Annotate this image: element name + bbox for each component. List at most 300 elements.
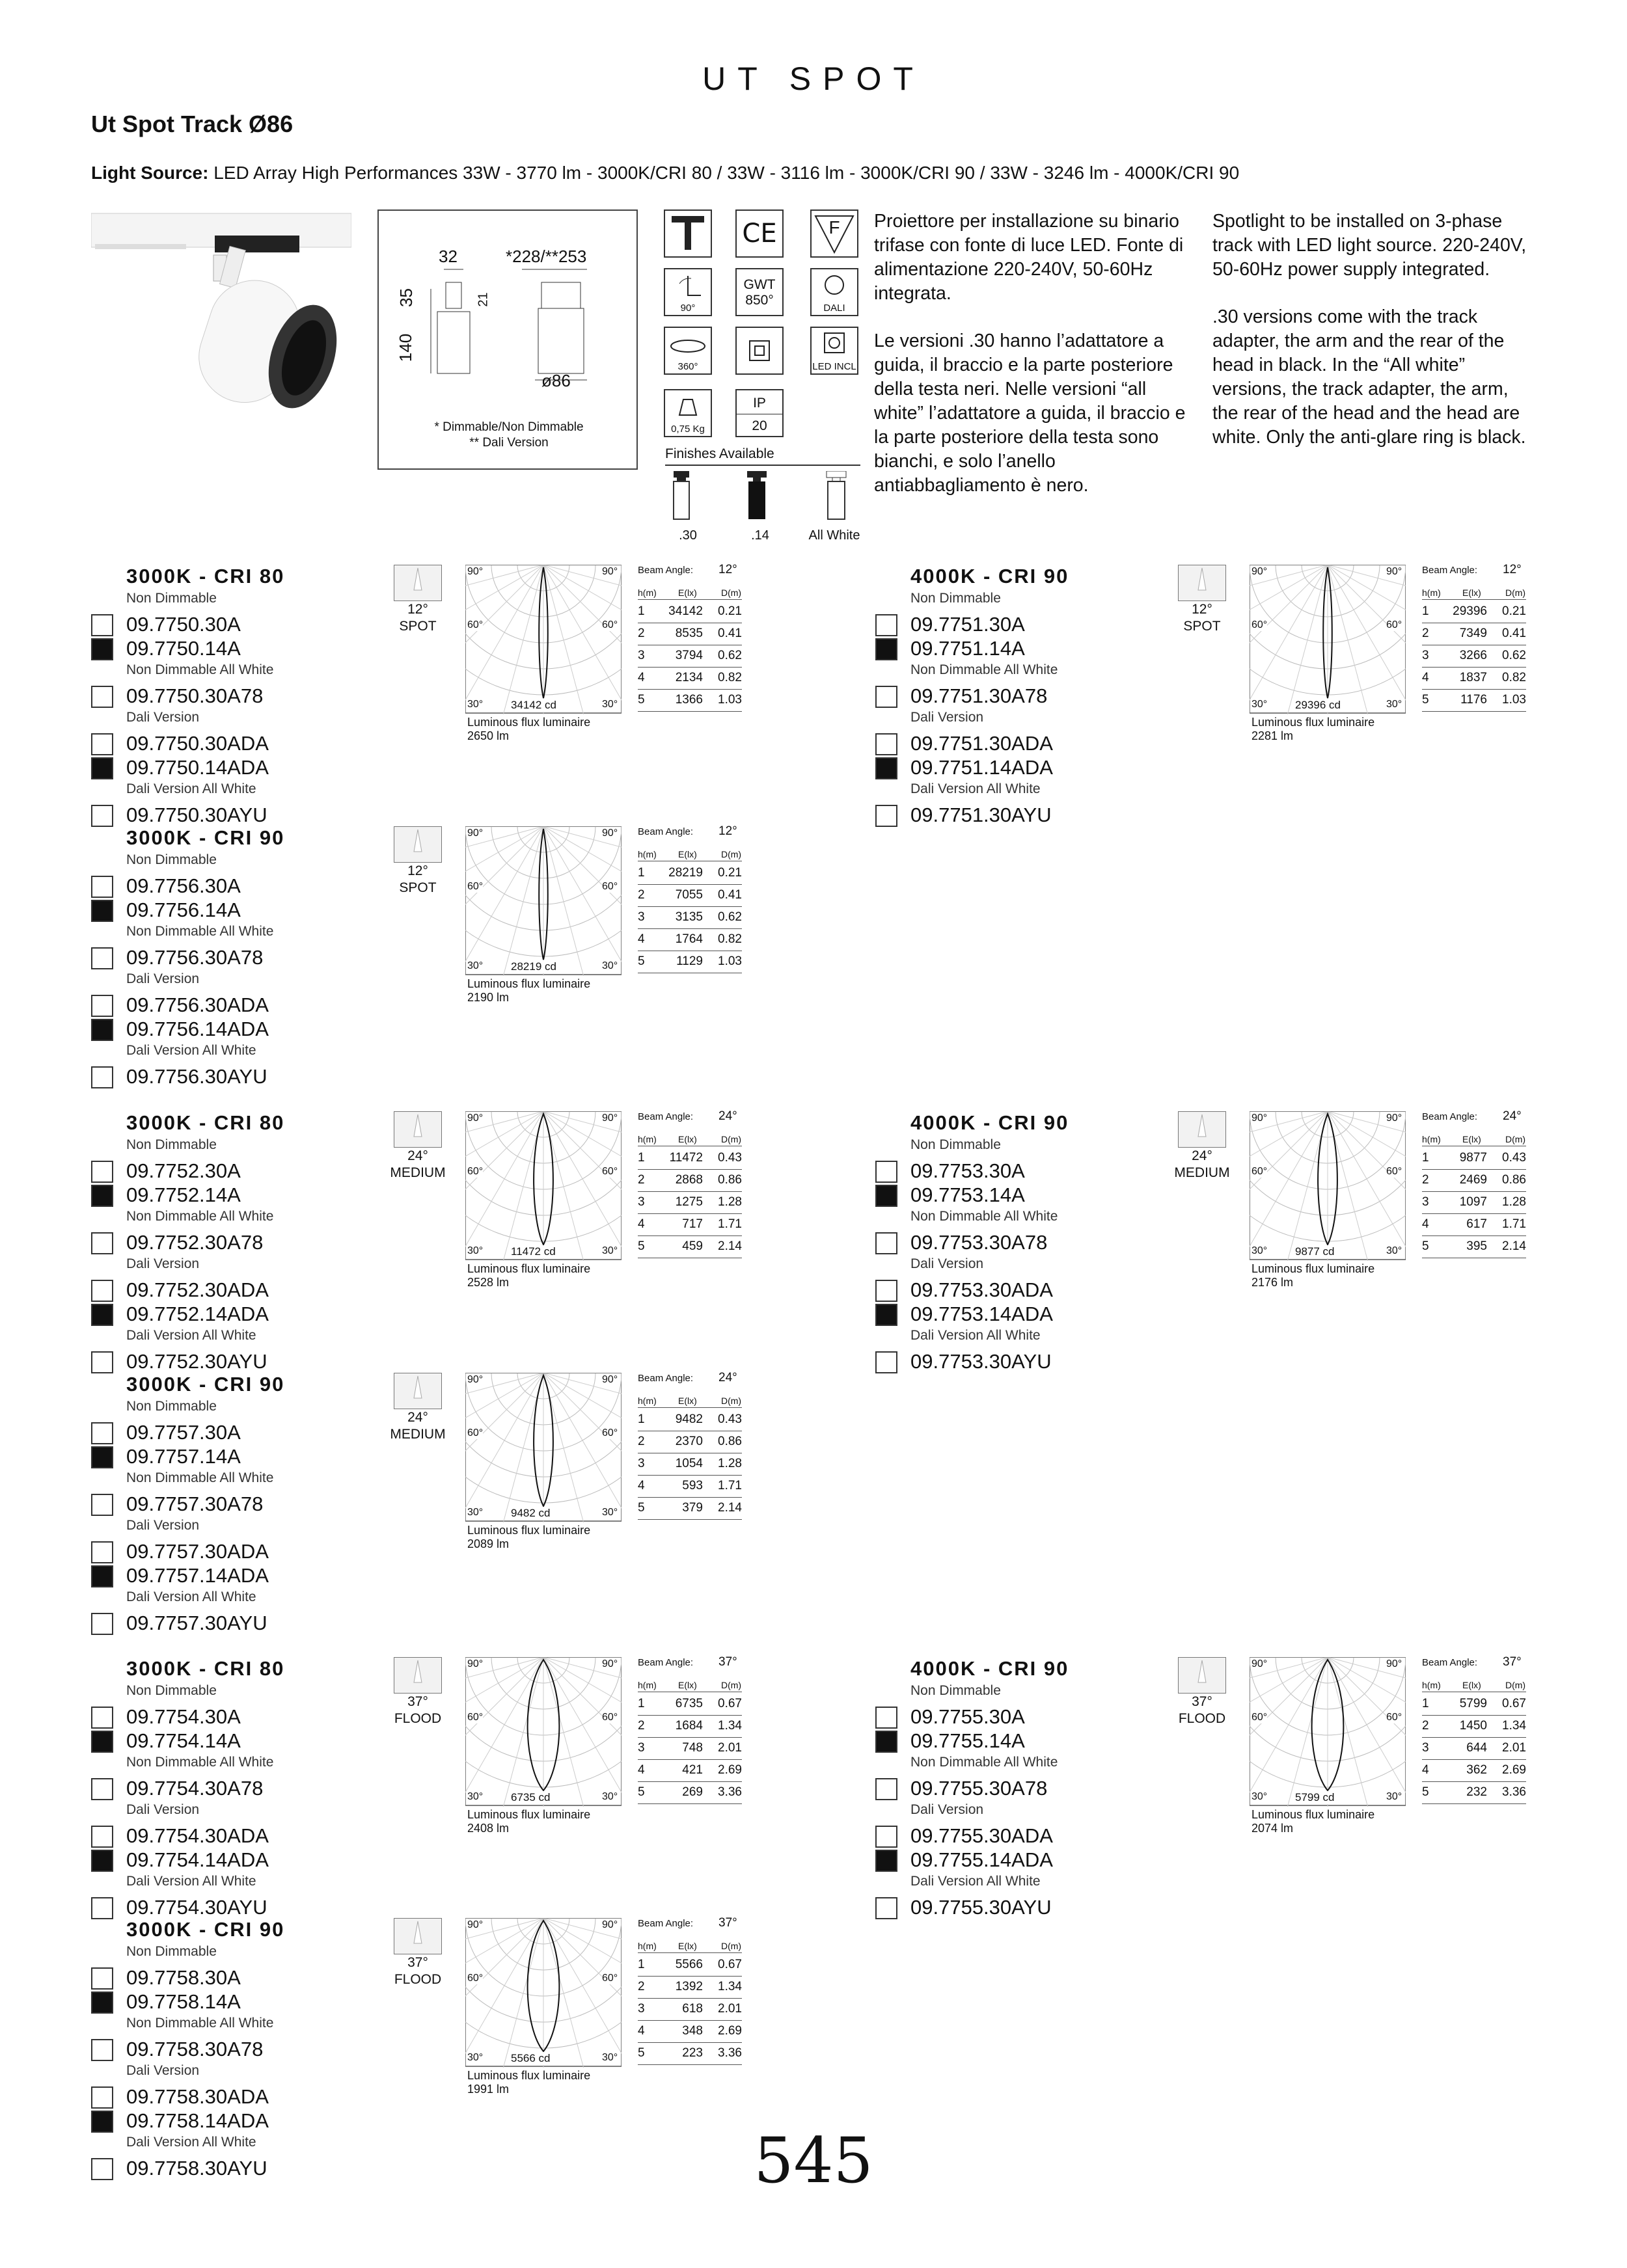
cell-diameter: 1.34: [1502, 1719, 1526, 1733]
finish-checkbox[interactable]: [91, 1494, 113, 1516]
polar-angle-90-right: 90°: [1386, 1658, 1402, 1669]
beam-angle-number: 24°: [1503, 1109, 1522, 1123]
product-code: 09.7752.14A: [126, 1183, 241, 1206]
table-row: [1422, 1737, 1526, 1760]
finish-checkbox[interactable]: [91, 1731, 113, 1753]
cell-height: 3: [638, 1741, 645, 1755]
cct-title: 4000K - CRI 90: [910, 1111, 1069, 1134]
product-code: 09.7750.14ADA: [126, 756, 269, 779]
finish-checkbox[interactable]: [91, 1565, 113, 1587]
table-row: [1422, 1693, 1526, 1716]
finish-checkbox[interactable]: [91, 686, 113, 708]
polar-angle-90-right: 90°: [602, 1919, 618, 1930]
cell-height: 3: [1422, 1195, 1429, 1209]
cct-title: 3000K - CRI 80: [126, 565, 285, 587]
beam-angle-caption: Beam Angle:: [638, 565, 694, 576]
luminous-flux-label: [467, 977, 590, 1005]
table-row: [638, 623, 742, 645]
col-header-d: D(m): [1505, 587, 1526, 598]
cell-illuminance: 29396: [1453, 604, 1487, 618]
finish-checkbox[interactable]: [91, 1991, 113, 2014]
cell-diameter: 2.01: [1502, 1741, 1526, 1755]
dim-140: 140: [396, 333, 416, 362]
col-header-d: D(m): [721, 1680, 742, 1690]
cell-illuminance: 11472: [669, 1151, 703, 1165]
luminous-flux-caption: Luminous flux luminaire: [467, 716, 591, 729]
finish-checkbox[interactable]: [875, 1826, 897, 1848]
cell-illuminance: 9877: [1459, 1151, 1487, 1165]
beam-angle-caption: Beam Angle:: [638, 1918, 694, 1929]
polar-angle-90-left: 90°: [467, 566, 484, 577]
polar-diagram: [465, 826, 622, 976]
polar-angle-90-left: 90°: [1251, 1658, 1268, 1669]
product-code: 09.7750.30AYU: [126, 803, 267, 826]
table-row: [638, 2020, 742, 2043]
col-header-d: D(m): [1505, 1680, 1526, 1690]
cell-diameter: 2.69: [718, 2024, 742, 2038]
table-row: [638, 1235, 742, 1258]
cell-height: 1: [638, 866, 645, 880]
beam-type-label: [377, 1694, 458, 1727]
cell-height: 5: [638, 693, 645, 707]
cell-diameter: 0.41: [718, 888, 742, 902]
cell-diameter: 0.62: [718, 649, 742, 662]
cell-height: 5: [1422, 693, 1429, 707]
beam-spread-icon: [394, 826, 442, 863]
finish-checkbox[interactable]: [91, 757, 113, 779]
dim-note-2: ** Dali Version: [469, 436, 549, 450]
product-code: 09.7755.30AYU: [910, 1896, 1052, 1919]
polar-diagram: [1250, 1111, 1406, 1261]
polar-angle-30-right: 30°: [602, 1507, 618, 1518]
product-code: 09.7756.30AYU: [126, 1065, 267, 1088]
polar-angle-60-left: 60°: [467, 1427, 484, 1438]
product-code: 09.7751.30A: [910, 613, 1025, 636]
table-row: [638, 906, 742, 929]
product-block: [875, 1111, 1627, 1371]
product-code: 09.7753.30AYU: [910, 1350, 1052, 1373]
finish-checkbox[interactable]: [91, 876, 113, 898]
cell-illuminance: 34142: [668, 604, 703, 618]
luminous-flux-caption: Luminous flux luminaire: [467, 1262, 591, 1275]
finish-checkbox[interactable]: [875, 805, 897, 827]
finish-checkbox[interactable]: [875, 1351, 897, 1373]
cell-height: 4: [638, 932, 645, 946]
finish-checkbox[interactable]: [875, 1280, 897, 1302]
col-header-h: h(m): [638, 1680, 657, 1690]
col-header-h: h(m): [638, 587, 657, 598]
led-included-icon: LED INCL: [810, 327, 858, 375]
cell-diameter: 1.03: [718, 954, 742, 968]
beam-angle-number: 37°: [718, 1916, 737, 1930]
product-code: 09.7752.30ADA: [126, 1278, 269, 1301]
cell-diameter: 0.41: [1502, 627, 1526, 640]
finish-checkbox[interactable]: [91, 1280, 113, 1302]
cell-illuminance: 459: [682, 1239, 703, 1253]
table-row: [638, 951, 742, 973]
finish-checkbox[interactable]: [91, 1897, 113, 1919]
luminous-flux-value: 2074 lm: [1251, 1822, 1294, 1835]
table-header-rule: [1422, 599, 1526, 600]
cell-diameter: 0.86: [1502, 1173, 1526, 1187]
finish-checkbox[interactable]: [91, 1232, 113, 1254]
finish-checkbox[interactable]: [91, 1351, 113, 1373]
table-row: [638, 1693, 742, 1716]
cell-height: 4: [638, 2024, 645, 2038]
cell-height: 5: [1422, 1785, 1429, 1799]
cell-height: 4: [1422, 1217, 1429, 1231]
product-code: 09.7758.14A: [126, 1990, 241, 2013]
cell-illuminance: 223: [682, 2046, 703, 2060]
product-code: 09.7751.14A: [910, 637, 1025, 660]
luminous-flux-value: 2281 lm: [1251, 729, 1294, 742]
finish-checkbox[interactable]: [875, 638, 897, 660]
table-row: [1422, 1759, 1526, 1782]
beam-type-label: [377, 601, 458, 635]
code-category: Dali Version: [910, 710, 984, 725]
finish-checkbox[interactable]: [91, 805, 113, 827]
luminous-flux-value: 2089 lm: [467, 1537, 510, 1550]
cell-height: 5: [638, 1501, 645, 1515]
col-header-h: h(m): [1422, 1680, 1441, 1690]
code-category: Non Dimmable: [126, 1137, 217, 1152]
product-code: 09.7752.30AYU: [126, 1350, 267, 1373]
beam-type-label: [1162, 1148, 1242, 1181]
cell-illuminance: 2134: [675, 671, 703, 684]
beam-type-label: [1162, 601, 1242, 635]
finish-checkbox[interactable]: [875, 757, 897, 779]
luminous-flux-value: 2176 lm: [1251, 1276, 1294, 1289]
finish-checkbox[interactable]: [91, 1185, 113, 1207]
product-title: Ut Spot Track Ø86: [91, 111, 294, 137]
beam-spread-icon: [394, 1657, 442, 1694]
cell-height: 4: [638, 1217, 645, 1231]
table-row: [1422, 1235, 1526, 1258]
cell-illuminance: 2469: [1459, 1173, 1487, 1187]
cell-diameter: 3.36: [1502, 1785, 1526, 1799]
polar-angle-30-right: 30°: [602, 2052, 618, 2063]
gwt-icon: GWT 850°: [735, 268, 784, 316]
table-row: [638, 1954, 742, 1977]
cell-illuminance: 8535: [675, 627, 703, 640]
cell-diameter: 0.62: [1502, 649, 1526, 662]
code-category: Dali Version: [126, 1802, 200, 1817]
finish-checkbox[interactable]: [91, 1422, 113, 1444]
luminous-flux-label: [467, 716, 590, 743]
finish-checkbox[interactable]: [875, 1778, 897, 1800]
page-number: 545: [754, 2124, 873, 2197]
finish-checkbox[interactable]: [91, 1613, 113, 1635]
beam-angle-caption: Beam Angle:: [638, 1111, 694, 1122]
finish-checkbox[interactable]: [875, 1304, 897, 1326]
cell-illuminance: 1684: [675, 1719, 703, 1733]
code-category: Non Dimmable: [126, 591, 217, 606]
finish-checkbox[interactable]: [91, 1446, 113, 1468]
table-row: [638, 1169, 742, 1192]
code-category: Dali Version All White: [126, 2135, 256, 2150]
luminous-flux-value: 2650 lm: [467, 729, 510, 742]
table-row: [638, 1453, 742, 1476]
cell-diameter: 0.21: [718, 604, 742, 618]
finish-checkbox[interactable]: [875, 1897, 897, 1919]
col-header-h: h(m): [1422, 1134, 1441, 1144]
cell-diameter: 2.01: [718, 1741, 742, 1755]
finish-checkbox[interactable]: [91, 733, 113, 755]
polar-candela: 34142 cd: [511, 699, 556, 711]
table-row: [1422, 645, 1526, 668]
polar-candela: 11472 cd: [511, 1245, 556, 1258]
dim-note-1: * Dimmable/Non Dimmable: [434, 420, 584, 434]
polar-candela: 28219 cd: [511, 960, 556, 973]
code-category: Non Dimmable All White: [126, 2016, 274, 2031]
beam-type-name: MEDIUM: [390, 1427, 446, 1442]
table-row: [638, 667, 742, 690]
polar-angle-60-left: 60°: [467, 881, 484, 892]
finish-checkbox[interactable]: [91, 638, 113, 660]
beam-angle-number: 37°: [1503, 1655, 1522, 1669]
beam-angle-value: 24°: [407, 1410, 428, 1425]
product-code: 09.7755.14A: [910, 1729, 1025, 1752]
luminous-flux-caption: Luminous flux luminaire: [467, 2069, 591, 2082]
product-code: 09.7757.14ADA: [126, 1564, 269, 1587]
polar-angle-90-left: 90°: [467, 1374, 484, 1385]
table-row: [1422, 1147, 1526, 1170]
beam-spread-icon: [394, 1373, 442, 1409]
cct-title: 3000K - CRI 90: [126, 826, 285, 849]
product-code: 09.7751.14ADA: [910, 756, 1053, 779]
cell-height: 4: [638, 671, 645, 684]
cell-diameter: 2.14: [718, 1501, 742, 1515]
polar-angle-90-left: 90°: [467, 1113, 484, 1124]
beam-spread-icon: [394, 1111, 442, 1148]
cell-illuminance: 2868: [675, 1173, 703, 1187]
cell-height: 2: [638, 627, 645, 640]
table-row: [638, 1715, 742, 1738]
beam-type-label: [1162, 1694, 1242, 1727]
polar-angle-90-left: 90°: [1251, 566, 1268, 577]
table-row: [1422, 1781, 1526, 1804]
f-mark-icon: F: [810, 209, 858, 258]
cell-illuminance: 1764: [675, 932, 703, 946]
finish-checkbox[interactable]: [875, 733, 897, 755]
dali-icon: DALI: [810, 268, 858, 316]
table-header-rule: [638, 599, 742, 600]
finish-checkbox[interactable]: [91, 614, 113, 636]
finish-label-all-white: All White: [808, 528, 860, 543]
finish-checkbox[interactable]: [91, 1826, 113, 1848]
polar-angle-60-left: 60°: [467, 1712, 484, 1723]
finish-checkbox[interactable]: [875, 1161, 897, 1183]
ce-mark-icon: CE: [735, 209, 784, 258]
polar-candela: 29396 cd: [1295, 699, 1341, 711]
col-header-d: D(m): [721, 849, 742, 859]
beam-type-name: FLOOD: [394, 1972, 442, 1987]
polar-diagram: [465, 1918, 622, 2068]
col-header-e: E(lx): [678, 849, 697, 859]
finish-checkbox[interactable]: [91, 1707, 113, 1729]
table-header-rule: [638, 1407, 742, 1408]
table-row: [1422, 667, 1526, 690]
table-row: [1422, 689, 1526, 712]
cell-diameter: 1.03: [718, 693, 742, 707]
finish-checkbox[interactable]: [875, 1707, 897, 1729]
cell-height: 2: [1422, 627, 1429, 640]
cell-diameter: 3.36: [718, 1785, 742, 1799]
product-code: 09.7752.30A: [126, 1159, 241, 1182]
cell-height: 5: [638, 1239, 645, 1253]
finish-checkbox[interactable]: [91, 1066, 113, 1088]
finish-checkbox[interactable]: [91, 1778, 113, 1800]
beam-spread-icon: [394, 1918, 442, 1954]
beam-angle-number: 24°: [718, 1109, 737, 1123]
polar-angle-60-right: 60°: [602, 1427, 618, 1438]
dim-21: 21: [476, 292, 491, 307]
code-category: Dali Version: [910, 1802, 984, 1817]
cell-diameter: 1.28: [1502, 1195, 1526, 1209]
cell-height: 3: [638, 910, 645, 924]
product-block: [91, 565, 872, 825]
beam-angle-value: 24°: [407, 1148, 428, 1163]
finish-checkbox[interactable]: [91, 1850, 113, 1872]
cct-title: 3000K - CRI 90: [126, 1373, 285, 1396]
cell-diameter: 0.41: [718, 627, 742, 640]
product-code: 09.7750.14A: [126, 637, 241, 660]
beam-type-name: FLOOD: [394, 1711, 442, 1726]
beam-angle-value: 12°: [407, 863, 428, 878]
cell-diameter: 1.34: [718, 1980, 742, 1993]
finish-checkbox[interactable]: [91, 1541, 113, 1563]
table-row: [638, 928, 742, 951]
polar-angle-30-left: 30°: [467, 1245, 484, 1256]
polar-angle-60-left: 60°: [1251, 619, 1268, 630]
cell-illuminance: 28219: [668, 866, 703, 880]
beam-type-name: SPOT: [399, 619, 437, 634]
polar-diagram: [465, 1373, 622, 1522]
product-code: 09.7755.30A: [910, 1705, 1025, 1728]
cell-height: 3: [1422, 1741, 1429, 1755]
table-row: [1422, 1191, 1526, 1214]
polar-angle-90-left: 90°: [467, 828, 484, 839]
cell-diameter: 1.03: [1502, 693, 1526, 707]
description-it-p1: Proiettore per installazione su binario trifase con fonte di luce LED. Fonte di alimentazione 220-240V, 50-60Hz integrata.: [874, 211, 1184, 304]
code-category: Non Dimmable All White: [126, 1209, 274, 1224]
beam-type-label: [377, 1148, 458, 1181]
rotation-360-icon: 360°: [664, 327, 712, 375]
polar-candela: 9877 cd: [1295, 1245, 1335, 1258]
cell-illuminance: 421: [682, 1763, 703, 1777]
col-header-h: h(m): [638, 849, 657, 859]
polar-angle-90-left: 90°: [467, 1658, 484, 1669]
beam-spread-icon: [1178, 1111, 1226, 1148]
beam-angle-caption: Beam Angle:: [638, 1373, 694, 1384]
finish-checkbox[interactable]: [91, 2039, 113, 2061]
cell-illuminance: 2370: [675, 1435, 703, 1448]
polar-angle-30-left: 30°: [467, 2052, 484, 2063]
luminous-flux-caption: Luminous flux luminaire: [467, 977, 591, 990]
finish-checkbox[interactable]: [875, 686, 897, 708]
table-row: [638, 1781, 742, 1804]
luminous-flux-label: [1251, 1262, 1374, 1289]
table-row: [638, 2042, 742, 2065]
col-header-e: E(lx): [678, 1396, 697, 1406]
polar-angle-30-left: 30°: [467, 699, 484, 710]
cell-diameter: 2.14: [1502, 1239, 1526, 1253]
finish-checkbox[interactable]: [875, 1731, 897, 1753]
finish-checkbox[interactable]: [875, 614, 897, 636]
cell-illuminance: 7055: [675, 888, 703, 902]
cell-height: 3: [1422, 649, 1429, 662]
product-block: [91, 1373, 872, 1633]
beam-angle-number: 12°: [718, 824, 737, 838]
finish-checkbox[interactable]: [91, 1967, 113, 1990]
finish-checkbox[interactable]: [91, 995, 113, 1017]
table-row: [638, 1191, 742, 1214]
finishes-title: Finishes Available: [665, 446, 860, 466]
luminous-flux-label: [467, 1808, 590, 1835]
polar-angle-30-left: 30°: [1251, 1245, 1268, 1256]
cell-illuminance: 3135: [675, 910, 703, 924]
code-category: Non Dimmable: [126, 1944, 217, 1959]
light-source-text: LED Array High Performances 33W - 3770 lm - 3000K/CRI 80 / 33W - 3116 lm - 3000K/CRI 90 / 33W - 3246 lm - 4000K/CRI 90: [213, 163, 1240, 183]
light-source-line: [91, 163, 1239, 183]
cell-diameter: 0.67: [718, 1697, 742, 1710]
code-category: Non Dimmable All White: [126, 1755, 274, 1770]
cct-title: 3000K - CRI 90: [126, 1918, 285, 1941]
product-code: 09.7755.30A78: [910, 1777, 1048, 1800]
cell-height: 1: [638, 1958, 645, 1971]
polar-angle-60-right: 60°: [602, 881, 618, 892]
cell-height: 5: [638, 2046, 645, 2060]
finish-checkbox[interactable]: [91, 900, 113, 922]
polar-angle-60-left: 60°: [467, 619, 484, 630]
col-header-h: h(m): [638, 1396, 657, 1406]
cell-diameter: 1.71: [1502, 1217, 1526, 1231]
finish-checkbox[interactable]: [875, 1185, 897, 1207]
luminous-flux-caption: Luminous flux luminaire: [1251, 1262, 1375, 1275]
polar-angle-30-right: 30°: [602, 1791, 618, 1802]
finish-checkbox[interactable]: [91, 1161, 113, 1183]
polar-angle-30-right: 30°: [1386, 1791, 1402, 1802]
beam-type-label: [377, 1409, 458, 1443]
cell-illuminance: 3266: [1459, 649, 1487, 662]
finish-checkbox[interactable]: [91, 2086, 113, 2109]
table-row: [638, 862, 742, 885]
finish-checkbox[interactable]: [91, 947, 113, 969]
cell-illuminance: 1054: [675, 1457, 703, 1470]
table-row: [1422, 1213, 1526, 1236]
cell-diameter: 1.71: [718, 1479, 742, 1492]
finish-checkbox[interactable]: [875, 1232, 897, 1254]
polar-angle-90-right: 90°: [1386, 566, 1402, 577]
cell-diameter: 0.43: [1502, 1151, 1526, 1165]
product-code: 09.7756.14A: [126, 898, 241, 921]
product-code: 09.7751.30AYU: [910, 803, 1052, 826]
cell-diameter: 2.14: [718, 1239, 742, 1253]
cell-illuminance: 395: [1466, 1239, 1487, 1253]
code-category: Dali Version: [910, 1256, 984, 1271]
product-code: 09.7750.30A: [126, 613, 241, 636]
luminous-flux-label: [1251, 1808, 1374, 1835]
table-row: [638, 645, 742, 668]
finish-checkbox[interactable]: [91, 1019, 113, 1041]
product-code: 09.7757.30ADA: [126, 1540, 269, 1563]
cell-diameter: 0.43: [718, 1412, 742, 1426]
table-row: [638, 884, 742, 907]
finish-checkbox[interactable]: [875, 1850, 897, 1872]
finish-checkbox[interactable]: [91, 1304, 113, 1326]
polar-angle-90-left: 90°: [1251, 1113, 1268, 1124]
product-photo: [91, 208, 351, 423]
